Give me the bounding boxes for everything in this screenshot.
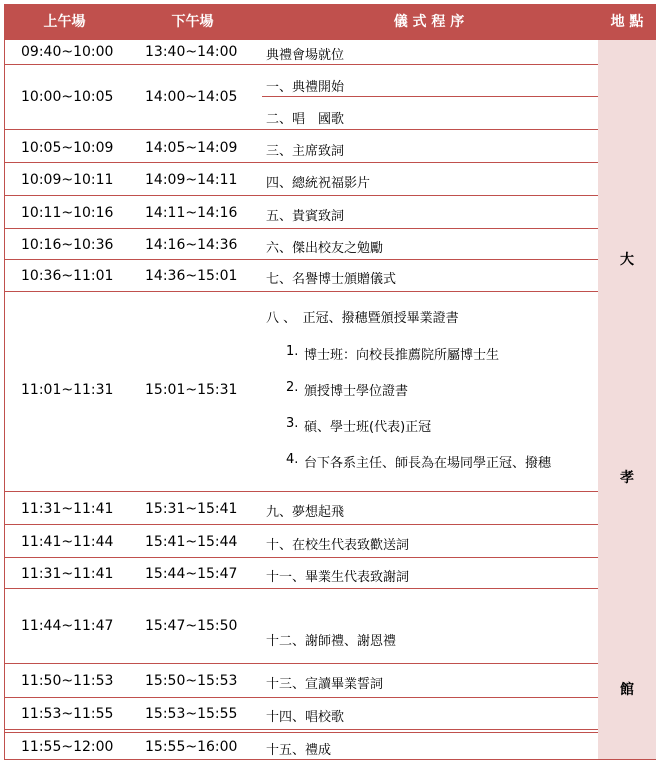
row-divider — [4, 259, 598, 260]
afternoon-time: 14:16~14:36 — [145, 237, 238, 253]
morning-time: 11:31~11:41 — [21, 501, 114, 517]
ceremony-item: 四、總統祝福影片 — [266, 176, 371, 191]
afternoon-time: 14:11~14:16 — [145, 205, 238, 221]
ceremony-item: 八 、 正冠、撥穗暨頒授畢業證書 — [266, 311, 459, 326]
morning-time: 11:41~11:44 — [21, 534, 114, 550]
afternoon-time: 15:01~15:31 — [145, 382, 238, 398]
subitem-text: 碩、學士班(代表)正冠 — [304, 420, 432, 435]
subitem-text: 頒授博士學位證書 — [304, 384, 409, 399]
row-divider — [4, 491, 598, 492]
afternoon-time: 14:00~14:05 — [145, 89, 238, 105]
ceremony-item: 五、貴賓致詞 — [266, 209, 345, 224]
header-ceremony: 儀 式 程 序 — [393, 14, 465, 30]
ceremony-item: 十、在校生代表致歡送詞 — [266, 538, 410, 553]
ceremony-item: 十四、唱校歌 — [266, 710, 345, 725]
morning-time: 11:31~11:41 — [21, 566, 114, 582]
header-afternoon: 下午場 — [171, 14, 214, 30]
row-divider — [4, 557, 598, 558]
row-divider — [4, 195, 598, 196]
ceremony-item: 六、傑出校友之勉勵 — [266, 241, 384, 256]
row-divider — [4, 64, 598, 65]
afternoon-time: 14:09~14:11 — [145, 172, 238, 188]
subitem-text: 博士班：向校長推薦院所屬博士生 — [304, 348, 500, 363]
afternoon-time: 15:50~15:53 — [145, 673, 238, 689]
location-cell — [598, 40, 656, 760]
afternoon-time: 15:41~15:44 — [145, 534, 238, 550]
morning-time: 10:16~10:36 — [21, 237, 114, 253]
header-location: 地 點 — [610, 14, 644, 30]
subitem-number: 4. — [286, 452, 299, 467]
row-divider — [4, 162, 598, 163]
row-divider — [4, 697, 598, 698]
ceremony-item: 一、典禮開始 — [266, 80, 345, 95]
afternoon-time: 15:55~16:00 — [145, 739, 238, 755]
morning-time: 11:01~11:31 — [21, 382, 114, 398]
row-divider — [262, 96, 598, 97]
location-char: 大 — [620, 252, 634, 268]
row-divider — [4, 291, 598, 292]
afternoon-time: 14:05~14:09 — [145, 140, 238, 156]
table-header — [4, 4, 656, 40]
bottom-border — [4, 759, 656, 760]
ceremony-item: 十五、禮成 — [266, 743, 332, 758]
row-divider — [4, 524, 598, 525]
subitem-number: 2. — [286, 380, 299, 395]
morning-time: 10:36~11:01 — [21, 268, 114, 284]
morning-time: 11:53~11:55 — [21, 706, 114, 722]
morning-time: 10:00~10:05 — [21, 89, 114, 105]
ceremony-item: 十三、宣讀畢業誓詞 — [266, 677, 384, 692]
afternoon-time: 13:40~14:00 — [145, 44, 238, 60]
subitem-number: 1. — [286, 344, 299, 359]
row-divider — [4, 729, 598, 730]
row-divider — [4, 663, 598, 664]
morning-time: 11:44~11:47 — [21, 618, 114, 634]
morning-time: 10:11~10:16 — [21, 205, 114, 221]
subitem-number: 3. — [286, 416, 299, 431]
ceremony-item: 七、名譽博士頒贈儀式 — [266, 272, 397, 287]
subitem-text: 台下各系主任、師長為在場同學正冠、撥穗 — [304, 456, 552, 471]
morning-time: 09:40~10:00 — [21, 44, 114, 60]
morning-time: 11:50~11:53 — [21, 673, 114, 689]
ceremony-item: 十一、畢業生代表致謝詞 — [266, 570, 410, 585]
ceremony-item: 二、唱 國歌 — [266, 112, 345, 127]
morning-time: 10:09~10:11 — [21, 172, 114, 188]
header-morning: 上午場 — [43, 14, 86, 30]
afternoon-time: 15:44~15:47 — [145, 566, 238, 582]
ceremony-item: 十二、謝師禮、謝恩禮 — [266, 634, 397, 649]
row-divider — [4, 588, 598, 589]
morning-time: 10:05~10:09 — [21, 140, 114, 156]
afternoon-time: 15:53~15:55 — [145, 706, 238, 722]
row-divider — [4, 228, 598, 229]
ceremony-item: 三、主席致詞 — [266, 144, 345, 159]
location-char: 館 — [620, 682, 634, 698]
afternoon-time: 15:47~15:50 — [145, 618, 238, 634]
row-divider — [4, 129, 598, 130]
left-border — [4, 40, 5, 760]
ceremony-item: 九、夢想起飛 — [266, 505, 345, 520]
morning-time: 11:55~12:00 — [21, 739, 114, 755]
row-divider — [4, 732, 598, 733]
location-char: 孝 — [620, 470, 634, 486]
ceremony-item: 典禮會場就位 — [266, 48, 345, 63]
afternoon-time: 14:36~15:01 — [145, 268, 238, 284]
afternoon-time: 15:31~15:41 — [145, 501, 238, 517]
